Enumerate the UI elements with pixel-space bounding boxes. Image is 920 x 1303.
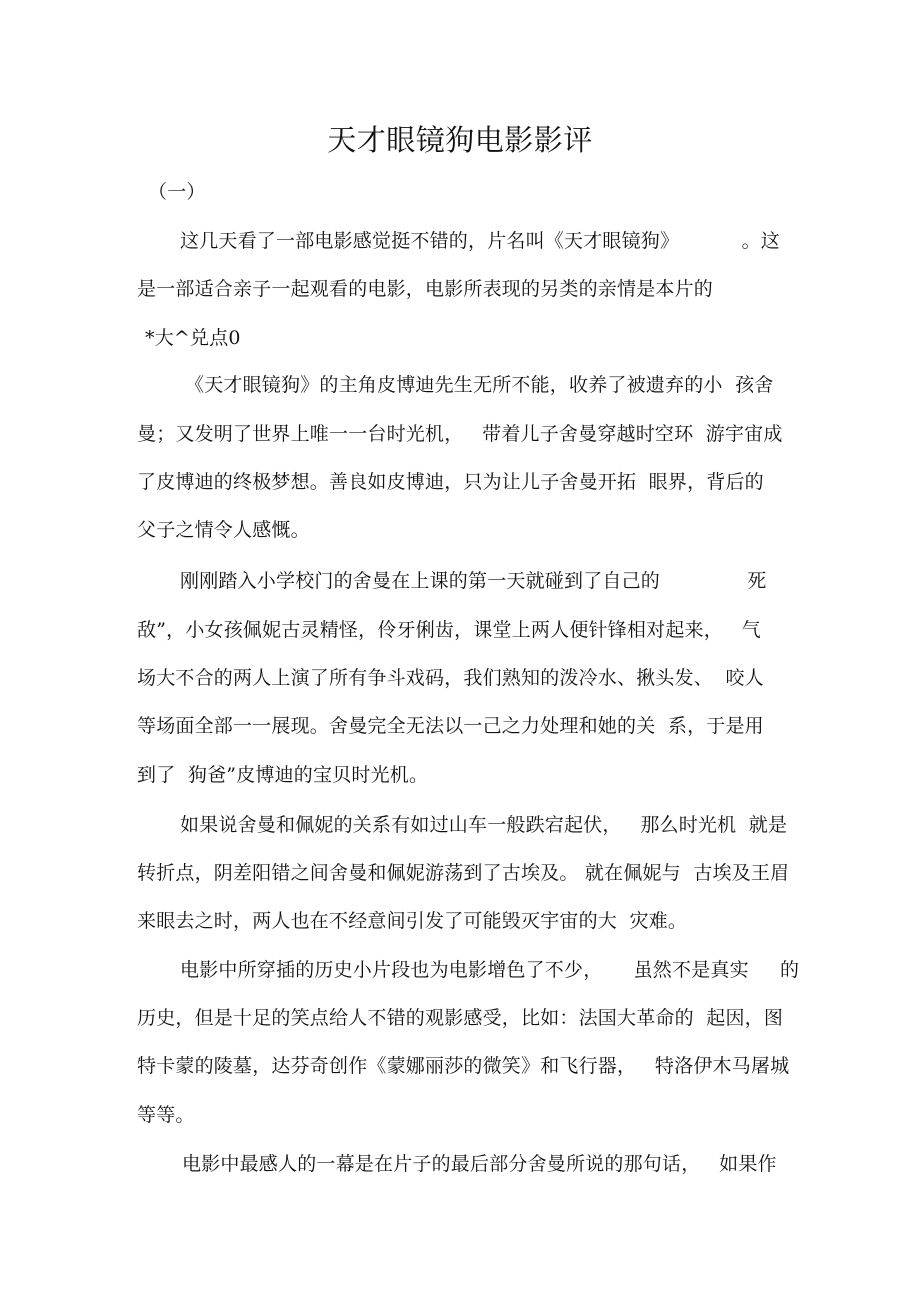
- paragraph-line: 等场面全部一一展现。舍曼完全无法以一己之力处理和她的关 系，于是用: [137, 715, 764, 737]
- paragraph-line: 敌”，小女孩佩妮古灵精怪，伶牙俐齿，课堂上两人便针锋相对起来， 气: [137, 619, 761, 641]
- paragraph-line: 电影中最感人的一幕是在片子的最后部分舍曼所说的那句话， 如果作: [182, 1153, 777, 1175]
- paragraph-line: 了皮博迪的终极梦想。善良如皮博迪，只为让儿子舍曼开拓 眼界，背后的: [137, 471, 764, 493]
- paragraph-line: 《天才眼镜狗》的主角皮博迪先生无所不能，收养了被遗弃的小 孩舍: [185, 374, 774, 396]
- paragraph-line: 转折点，阴差阳错之间舍曼和佩妮游荡到了古埃及。 就在佩妮与 古埃及王眉: [137, 862, 790, 884]
- paragraph-line: 场大不合的两人上演了所有争斗戏码，我们熟知的泼冷水、揪头发、 咬人: [137, 667, 764, 689]
- paragraph-line: 曼；又发明了世界上唯一一台时光机， 带着儿子舍曼穿越时空环 游宇宙成: [137, 423, 783, 445]
- paragraph-line: *大^兑点0: [145, 327, 241, 349]
- paragraph-line: 等等。: [137, 1104, 195, 1126]
- paragraph-line: 刚刚踏入小学校门的舍曼在上课的第一天就碰到了自己的 死: [180, 570, 767, 592]
- paragraph-line: 这几天看了一部电影感觉挺不错的，片名叫《天才眼镜狗》 。这: [180, 230, 780, 252]
- paragraph-line: 特卡蒙的陵墓，达芬奇创作《蒙娜丽莎的微笑》和飞行器， 特洛伊木马屠城: [137, 1055, 790, 1077]
- paragraph-line: 如果说舍曼和佩妮的关系有如过山车一般跌宕起伏， 那么时光机 就是: [180, 814, 788, 836]
- document-title: 天才眼镜狗电影影评: [327, 123, 593, 157]
- paragraph-line: 来眼去之时，两人也在不经意间引发了可能毁灭宇宙的大 灾难。: [137, 910, 688, 932]
- paragraph-line: 电影中所穿插的历史小片段也为电影增色了不少， 虽然不是真实 的: [180, 959, 800, 981]
- paragraph-line: 是一部适合亲子一起观看的电影，电影所表现的另类的亲情是本片的: [137, 278, 714, 300]
- section-marker: （一）: [148, 181, 206, 203]
- paragraph-line: 历史，但是十足的笑点给人不错的观影感受，比如：法国大革命的 起因，图: [137, 1007, 784, 1029]
- paragraph-line: 到了 狗爸”皮博迪的宝贝时光机。: [137, 764, 429, 786]
- paragraph-line: 父子之情令人感慨。: [137, 519, 310, 541]
